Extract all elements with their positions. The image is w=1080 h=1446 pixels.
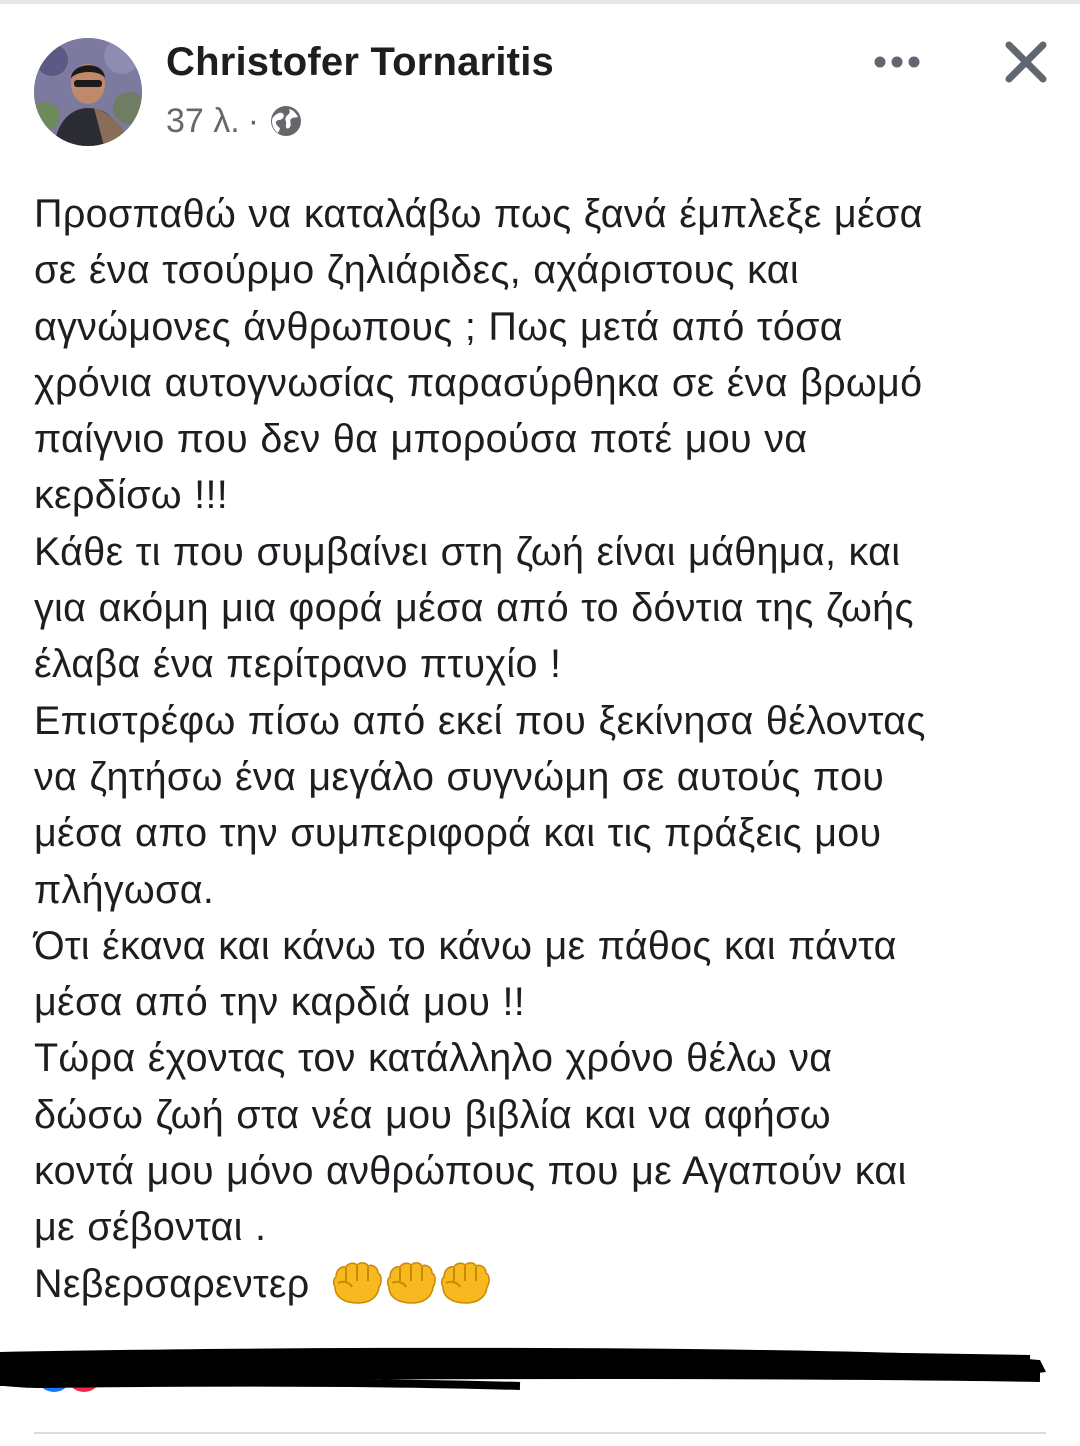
- post-text-line: δώσω ζωή στα νέα μου βιβλία και να αφήσω: [34, 1092, 831, 1137]
- post-text-line: χρόνια αυτογνωσίας παρασύρθηκα σε ένα βρωμό: [34, 360, 923, 405]
- globe-icon: [269, 104, 303, 138]
- author-avatar[interactable]: [34, 38, 142, 146]
- signature-text: Νεβερσαρεντερ: [34, 1261, 310, 1306]
- post-text-line: Επιστρέφω πίσω από εκεί που ξεκίνησα θέλοντας: [34, 698, 926, 743]
- fist-icon: [384, 1259, 438, 1305]
- author-name[interactable]: Christofer Tornaritis: [166, 40, 554, 84]
- post-text-line: κερδίσω !!!: [34, 473, 229, 518]
- post-text-line: για ακόμη μια φορά μέσα από το δόντια της ζωής: [34, 586, 914, 631]
- fist-icon: [330, 1259, 384, 1305]
- close-button[interactable]: [996, 32, 1056, 92]
- avatar-photo: [34, 38, 142, 146]
- post-text-line: Κάθε τι που συμβαίνει στη ζωή είναι μάθημα, και: [34, 529, 901, 574]
- post-text-line: μέσα απο την συμπεριφορά και τις πράξεις μου: [34, 811, 882, 856]
- top-edge: [0, 0, 1080, 4]
- close-icon: [1004, 40, 1048, 84]
- post-text-line: με σέβονται .: [34, 1205, 267, 1250]
- post-text-line: σε ένα τσούρμο ζηλιάριδες, αχάριστους και: [34, 248, 799, 293]
- meta-separator: ·: [247, 101, 260, 140]
- post-text-line: Ότι έκανα και κάνω το κάνω με πάθος και πάντα: [34, 923, 897, 968]
- more-horizontal-icon: [873, 55, 921, 69]
- post-text-line: Τώρα έχοντας τον κατάλληλο χρόνο θέλω να: [34, 1036, 833, 1081]
- post-text-line: κοντά μου μόνο ανθρώπους που με Αγαπούν και: [34, 1149, 907, 1194]
- more-options-button[interactable]: [862, 38, 932, 86]
- post-text-line: μέσα από την καρδιά μου !!: [34, 980, 526, 1025]
- post-text-last-line: [34, 1256, 1064, 1312]
- reaction-summary[interactable]: [0, 1342, 1080, 1402]
- post-text-line: να ζητήσω ένα μεγάλο συγνώμη σε αυτούς που: [34, 754, 885, 799]
- post-text-line: έλαβα ένα περίτρανο πτυχίο !: [34, 642, 562, 687]
- post-text-line: αγνώμονες άνθρωπους ; Πως μετά από τόσα: [34, 304, 843, 349]
- fist-icon: [438, 1259, 492, 1305]
- redaction-scribble: [0, 1342, 1080, 1402]
- post-text-line: παίγνιο που δεν θα μπορούσα ποτέ μου να: [34, 417, 808, 462]
- post-text-line: πλήγωσα.: [34, 867, 215, 912]
- post-text-line: Προσπαθώ να καταλάβω πως ξανά έμπλεξε μέσα: [34, 192, 923, 236]
- divider: [34, 1432, 1046, 1434]
- post-meta: [166, 98, 303, 144]
- post-text: [34, 186, 1064, 1312]
- post-timestamp[interactable]: 37 λ.: [166, 101, 240, 140]
- emoji-group: [330, 1259, 492, 1305]
